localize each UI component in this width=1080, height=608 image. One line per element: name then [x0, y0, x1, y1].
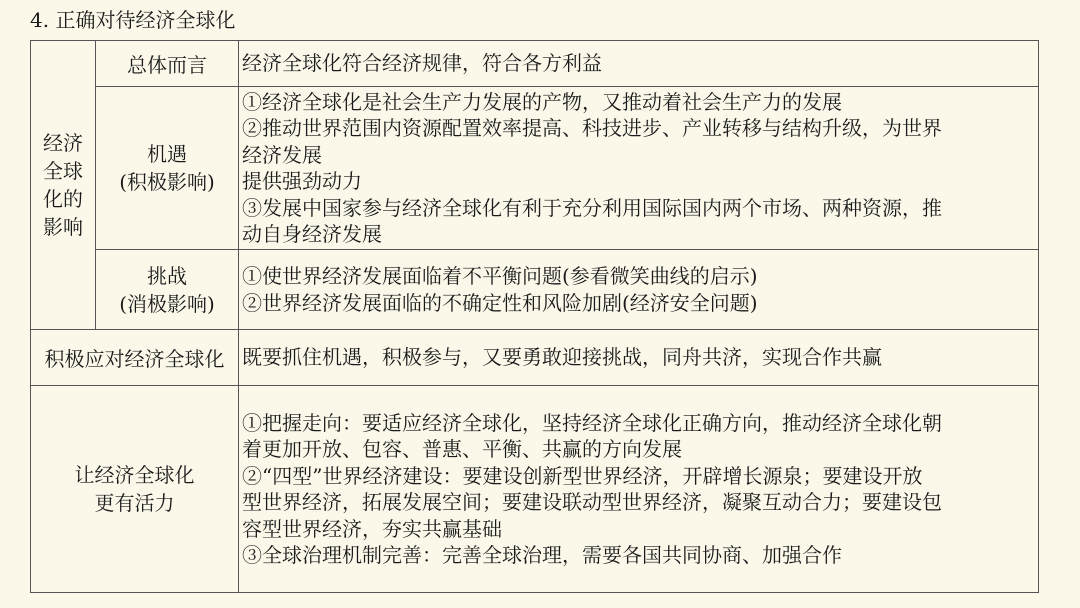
- globalization-summary-table: [30, 40, 1039, 593]
- vitality-line: ③全球治理机制完善：完善全球治理，需要各国共同协商、加强合作: [242, 543, 842, 567]
- overall-text: 经济全球化符合经济规律，符合各方利益: [239, 41, 1039, 87]
- opportunities-text: [239, 87, 1039, 250]
- opportunities-line: 提供强劲动力: [242, 169, 362, 193]
- respond-label: 积极应对经济全球化: [31, 330, 239, 386]
- challenges-label-line: (消极影响): [119, 291, 215, 316]
- vitality-line: 着更加开放、包容、普惠、平衡、共赢的方向发展: [242, 437, 682, 461]
- challenges-label: [96, 250, 239, 330]
- impact-group-label: [31, 41, 96, 330]
- opportunities-line: ③发展中国家参与经济全球化有利于充分利用国际国内两个市场、两种资源，推: [242, 195, 942, 220]
- challenges-line: ①使世界经济发展面临着不平衡问题(参看微笑曲线的启示): [242, 264, 758, 288]
- vitality-label-line: 让经济全球化: [74, 463, 195, 487]
- table-row-vitality: [31, 386, 1039, 593]
- opportunities-line: ①经济全球化是社会生产力发展的产物，又推动着社会生产力的发展: [242, 89, 842, 114]
- vitality-text: [239, 386, 1039, 593]
- opportunities-line: 经济发展: [242, 142, 322, 167]
- vitality-line: ②“四型”世界经济建设：要建设创新型世界经济，开辟增长源泉；要建设开放: [242, 463, 923, 488]
- impact-label-line: 影响: [43, 215, 83, 239]
- vitality-label: [31, 386, 239, 593]
- vitality-line: 容型世界经济，夯实共赢基础: [242, 516, 502, 541]
- respond-text: 既要抓住机遇，积极参与，又要勇敢迎接挑战，同舟共济，实现合作共赢: [239, 330, 1039, 386]
- section-heading: 4. 正确对待经济全球化: [30, 8, 236, 32]
- challenges-line: ②世界经济发展面临的不确定性和风险加剧(经济安全问题): [242, 290, 758, 315]
- impact-label-line: 化的: [43, 187, 83, 211]
- opportunities-line: 动自身经济发展: [242, 222, 382, 246]
- challenges-label-line: 挑战: [147, 263, 187, 288]
- overall-label: 总体而言: [96, 41, 239, 87]
- table-row-overall: [31, 41, 1039, 87]
- impact-label-line: 经济: [43, 131, 83, 155]
- table-row-respond: [31, 330, 1039, 386]
- opportunities-label-line: (积极影响): [119, 170, 215, 194]
- vitality-line: ①把握走向：要适应经济全球化，坚持经济全球化正确方向，推动经济全球化朝: [242, 410, 942, 435]
- challenges-text: [239, 250, 1039, 330]
- opportunities-label-line: 机遇: [147, 142, 187, 166]
- table-row-challenges: [31, 250, 1039, 330]
- vitality-label-line: 更有活力: [94, 491, 175, 515]
- vitality-line: 型世界经济，拓展发展空间；要建设联动型世界经济，凝聚互动合力；要建设包: [242, 490, 942, 514]
- impact-label-line: 全球: [43, 159, 83, 183]
- table-row-opportunities: [31, 87, 1039, 250]
- opportunities-line: ②推动世界范围内资源配置效率提高、科技进步、产业转移与结构升级，为世界: [242, 116, 942, 140]
- opportunities-label: [96, 87, 239, 250]
